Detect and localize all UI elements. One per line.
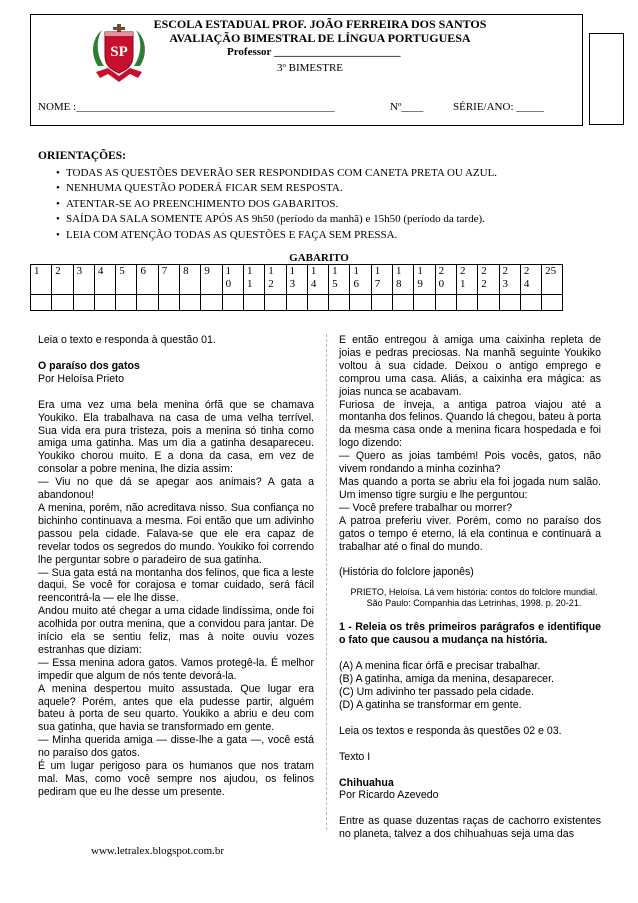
question-number-cell xyxy=(435,265,456,295)
orientation-item xyxy=(38,197,497,212)
question-number-digit: 1 xyxy=(246,265,253,277)
answer-cell[interactable] xyxy=(94,295,115,311)
question-number-digit: 2 xyxy=(268,278,274,290)
answer-cell[interactable] xyxy=(52,295,73,311)
left-text-column xyxy=(38,334,314,799)
question-number-cell xyxy=(478,265,499,295)
question-number-digit: 2 xyxy=(459,265,466,277)
question-number-cell xyxy=(52,265,73,295)
bullet-icon: • xyxy=(56,213,60,226)
answer-cell[interactable] xyxy=(265,295,286,311)
question-number-cell xyxy=(137,265,158,295)
orientations-title: ORIENTAÇÕES: xyxy=(38,150,126,162)
question-number-digit: 2 xyxy=(502,265,509,277)
question-number-cell xyxy=(329,265,350,295)
answer-cell[interactable] xyxy=(329,295,350,311)
question-number-cell xyxy=(73,265,94,295)
question-number-digit: 9 xyxy=(417,278,423,290)
question-number-digit: 5 xyxy=(119,265,125,277)
answer-cell[interactable] xyxy=(542,295,563,311)
question-number-cell xyxy=(180,265,201,295)
story-title: O paraíso dos gatos xyxy=(38,359,140,372)
orientation-text: TODAS AS QUESTÕES DEVERÃO SER RESPONDIDAS COM CANETA PRETA OU AZUL. xyxy=(66,167,498,179)
instruction-text: Leia os textos e responda às questões 02 e 03. xyxy=(339,724,562,737)
answer-cell[interactable] xyxy=(307,295,328,311)
answer-cell[interactable] xyxy=(456,295,477,311)
number-field[interactable]: Nº____ xyxy=(390,101,424,113)
answer-cell[interactable] xyxy=(116,295,137,311)
question-number-digit: 1 xyxy=(353,265,359,277)
professor-field[interactable]: Professor _______________________ xyxy=(227,46,401,58)
orientation-item xyxy=(38,181,497,196)
question-number-cell xyxy=(201,265,222,295)
answer-cell[interactable] xyxy=(414,295,435,311)
question-number-cell xyxy=(158,265,179,295)
orientation-text: SAÍDA DA SALA SOMENTE APÓS AS 9h50 (período da manhã) e 15h50 (período da tarde). xyxy=(66,213,485,226)
orientation-item xyxy=(38,228,497,243)
answer-cell[interactable] xyxy=(222,295,243,311)
story-paragraph: A menina, porém, não acreditava nisso. Sua confiança no bichinho continuava a mesma. Foi então que um adivinho passou pela cidade. Falava-se que ele era capaz de revelar todos os segredos do mundo. Youkiko foi correndo lhe perguntar sobre o paradeiro de sua gatinha. xyxy=(38,501,314,566)
question-number-cell xyxy=(520,265,541,295)
answer-cell[interactable] xyxy=(137,295,158,311)
question-number-digit: 9 xyxy=(204,265,210,277)
answer-cell[interactable] xyxy=(371,295,392,311)
question-number-digit: 5 xyxy=(332,278,338,290)
answer-cell[interactable] xyxy=(499,295,520,311)
question-number-cell xyxy=(243,265,264,295)
question-number-cell xyxy=(222,265,243,295)
question-number-cell xyxy=(31,265,52,295)
instruction-text: Leia o texto e responda à questão 01. xyxy=(38,334,216,346)
answer-cell[interactable] xyxy=(478,295,499,311)
story-source: (História do folclore japonês) xyxy=(339,566,474,579)
question-number-cell xyxy=(350,265,371,295)
story-title: Chihuahua xyxy=(339,776,394,789)
question-number-digit: 2 xyxy=(55,265,61,277)
question-number-digit: 6 xyxy=(140,265,146,277)
question-number-cell xyxy=(499,265,520,295)
question-number-digit: 1 xyxy=(417,265,423,277)
name-field[interactable]: NOME :_______________________________________________ xyxy=(38,101,335,113)
question-number-cell xyxy=(393,265,414,295)
answer-cell[interactable] xyxy=(180,295,201,311)
column-divider xyxy=(326,334,328,830)
question-number-digit: 2 xyxy=(481,265,487,277)
question-number-digit: 1 xyxy=(332,265,338,277)
answer-key-table xyxy=(30,264,563,311)
answer-key-title: GABARITO xyxy=(289,252,349,264)
question-number-digit: 1 xyxy=(225,265,232,277)
question-number-digit: 0 xyxy=(225,278,232,290)
question-number-digit: 8 xyxy=(396,278,402,290)
evaluation-title: AVALIAÇÃO BIMESTRAL DE LÍNGUA PORTUGUESA xyxy=(169,31,471,45)
orientation-text: LEIA COM ATENÇÃO TODAS AS QUESTÕES E FAÇA SEM PRESSA. xyxy=(66,228,398,241)
question-number-digit: 1 xyxy=(374,265,381,277)
answer-cell[interactable] xyxy=(393,295,414,311)
question-number-digit: 1 xyxy=(289,265,296,277)
orientation-text: ATENTAR-SE AO PREENCHIMENTO DOS GABARITOS. xyxy=(66,197,339,210)
question-number-digit: 2 xyxy=(438,265,445,277)
bullet-icon: • xyxy=(56,182,60,195)
story-paragraph: — Sua gata está na montanha dos felinos, que fica a leste daqui. Se você for corajosa e tomar cuidado, será fácil reencontrá-la — ele lhe disse. xyxy=(38,566,314,605)
answer-cell[interactable] xyxy=(158,295,179,311)
story-paragraph: Furiosa de inveja, a antiga patroa viajou até a montanha dos felinos. Quando lá chegou, bateu à porta da mesma casa onde a menina ficara hospedada e foi logo dizendo: xyxy=(339,398,601,450)
question-number-cell xyxy=(94,265,115,295)
answer-cell[interactable] xyxy=(201,295,222,311)
orientation-text: NENHUMA QUESTÃO PODERÁ FICAR SEM RESPOSTA. xyxy=(66,182,343,195)
story-paragraph: É um lugar perigoso para os humanos que nos tratam mal. Mas, como você sempre nos ajudou, os felinos pediram que eu lhe desse um presente. xyxy=(38,760,314,798)
question-number-digit: 0 xyxy=(438,278,445,290)
story-paragraph: — Você prefere trabalhar ou morrer? xyxy=(339,501,513,514)
orientation-item xyxy=(38,212,497,227)
question-number-digit: 6 xyxy=(353,278,359,290)
bibliographic-reference: PRIETO, Heloísa. Lá vem história: contos do folclore mundial. São Paulo: Companhia das Letrinhas, 1998. p. 20-21. xyxy=(350,587,598,608)
answer-cell[interactable] xyxy=(350,295,371,311)
question-number-cell xyxy=(116,265,137,295)
story-paragraph: Andou muito até chegar a uma cidade lindíssima, onde foi acolhida por outra menina, que a convidou para jantar. De início ela se sentiu feliz, mas à noite ouviu vozes estranhas que diziam: xyxy=(38,605,314,656)
answer-cell[interactable] xyxy=(73,295,94,311)
laurel-left xyxy=(93,30,104,66)
school-name: ESCOLA ESTADUAL PROF. JOÃO FERREIRA DOS SANTOS xyxy=(153,17,487,31)
question-number-cell xyxy=(414,265,435,295)
answer-option-a[interactable]: (A) A menina ficar órfã e precisar trabalhar. xyxy=(339,660,541,673)
answer-cell[interactable] xyxy=(520,295,541,311)
story-paragraph: E então entregou à amiga uma caixinha repleta de joias e pedras preciosas. Na manhã seguinte Youkiko voltou à sua cidade. Deixou o antigo emprego e comprou uma casa. Aliás, a caixinha era mágica: as joias nunca se acabavam. xyxy=(339,334,601,398)
question-number-digit: 1 xyxy=(246,278,253,290)
story-paragraph: — Essa menina adora gatos. Vamos protegê-la. É melhor impedir que algum de nós tente devorá-la. xyxy=(38,656,314,682)
question-number-row xyxy=(31,265,563,295)
orientations-list xyxy=(38,166,497,243)
question-number-digit: 7 xyxy=(161,265,168,277)
question-number-cell xyxy=(265,265,286,295)
question-number-cell xyxy=(371,265,392,295)
question-number-digit: 3 xyxy=(76,265,83,277)
answer-option-c[interactable]: (C) Um adivinho ter passado pela cidade. xyxy=(339,685,534,698)
story-paragraph: A menina despertou muito assustada. Que lugar era aquele? Porém, antes que ela pudesse partir, alguém bateu à porta de seu quarto. Youkiko a abriu e deu com sua gatinha, que havia se transformado em gente. xyxy=(38,682,314,734)
answer-cell[interactable] xyxy=(243,295,264,311)
answer-option-d[interactable]: (D) A gatinha se transformar em gente. xyxy=(339,698,522,711)
answer-cell[interactable] xyxy=(286,295,307,311)
question-number-digit: 1 xyxy=(310,265,317,277)
question-number-digit: 7 xyxy=(374,278,381,290)
question-number-digit: 3 xyxy=(502,278,509,290)
question-number-digit: 4 xyxy=(97,265,104,277)
question-number-digit: 1 xyxy=(268,265,274,277)
story-paragraph: — Viu no que dá se apegar aos animais? A gata a abandonou! xyxy=(38,476,314,502)
question-number-digit: 4 xyxy=(310,278,317,290)
answer-option-b[interactable]: (B) A gatinha, amiga da menina, desaparecer. xyxy=(339,673,554,686)
answer-cell[interactable] xyxy=(435,295,456,311)
story-author: Por Heloísa Prieto xyxy=(38,372,124,385)
question-number-digit: 3 xyxy=(289,278,296,290)
question-number-cell xyxy=(456,265,477,295)
story-paragraph: A patroa preferiu viver. Porém, como no paraíso dos gatos o tempo é eterno, lá ela continua e continuará a trabalhar até o final do mundo. xyxy=(339,514,601,553)
shield-letters: SP xyxy=(110,44,128,60)
question-number-digit: 8 xyxy=(183,265,189,277)
story-author: Por Ricardo Azevedo xyxy=(339,789,439,802)
footer-url[interactable]: www.letralex.blogspot.com.br xyxy=(91,845,225,857)
text-label: Texto I xyxy=(339,750,371,763)
orientation-item xyxy=(38,166,497,181)
story-paragraph: — Quero as joias também! Pois vocês, gatos, não vivem rondando a minha cozinha? xyxy=(339,450,601,476)
question-number-cell xyxy=(542,265,563,295)
bullet-icon: • xyxy=(56,228,60,241)
question-number-digit: 1 xyxy=(396,265,402,277)
answer-row xyxy=(31,295,563,311)
grade-year-field[interactable]: SÉRIE/ANO: _____ xyxy=(453,101,544,113)
right-text-column xyxy=(339,334,601,841)
question-number-digit: 25 xyxy=(545,265,557,277)
answer-cell[interactable] xyxy=(31,295,52,311)
story-paragraph: Entre as quase duzentas raças de cachorro existentes no planeta, talvez a dos chihuahuas seja uma das xyxy=(339,815,601,841)
bullet-icon: • xyxy=(56,167,60,179)
question-number-cell xyxy=(307,265,328,295)
question-number-digit: 2 xyxy=(523,265,530,277)
question-number-digit: 2 xyxy=(481,278,487,290)
bimestre-label: 3º BIMESTRE xyxy=(276,62,344,74)
story-paragraph: Era uma vez uma bela menina órfã que se chamava Youkiko. Ela trabalhava na casa de uma velha terrível. Sua vida era pura tristeza, pois a menina só tinha como amiga uma gatinha. Mas um dia a gatinha desapareceu. Youkiko chorou muito. E a dona da casa, em vez de consolar a pobre menina, lhe dizia assim: xyxy=(38,398,314,476)
bullet-icon: • xyxy=(56,197,60,210)
grade-score-box[interactable] xyxy=(589,33,624,125)
question-number-cell xyxy=(286,265,307,295)
question-1-prompt: 1 - Releia os três primeiros parágrafos e identifique o fato que causou a mudança na história. xyxy=(339,621,601,647)
story-paragraph: — Minha querida amiga — disse-lhe a gata —, você está no paraíso dos gatos. xyxy=(38,734,314,760)
question-number-digit: 1 xyxy=(459,278,466,290)
question-number-digit: 4 xyxy=(523,278,530,290)
question-number-digit: 1 xyxy=(34,265,40,277)
story-paragraph: Mas quando a porta se abriu ela foi jogada num salão. Um imenso tigre surgiu e lhe perguntou: xyxy=(339,475,601,501)
